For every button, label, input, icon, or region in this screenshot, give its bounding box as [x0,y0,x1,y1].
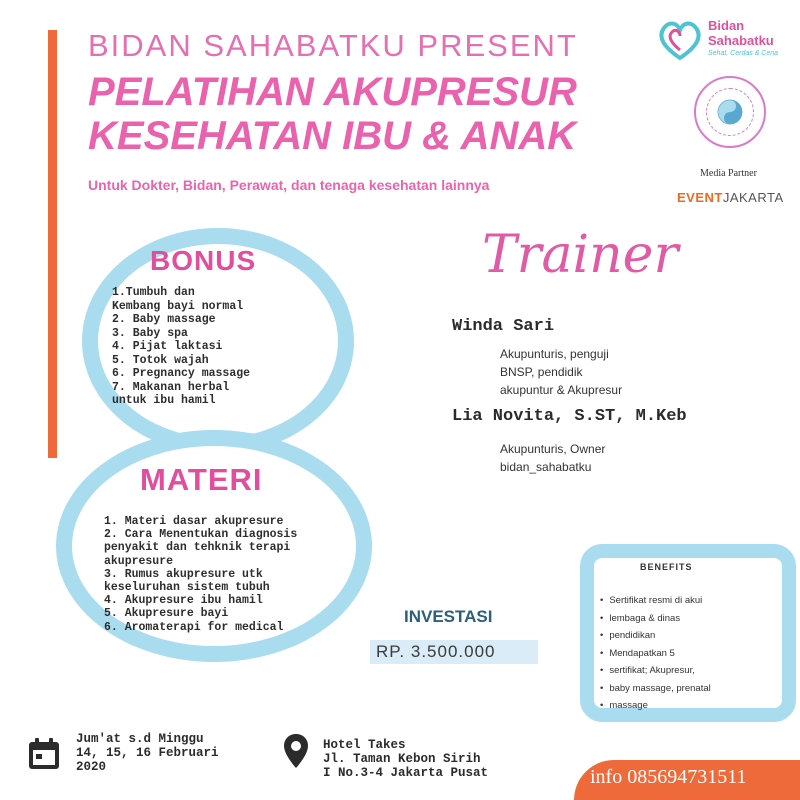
location-pin-icon [283,733,309,769]
bonus-heading: BONUS [150,245,257,276]
trainer-desc-2: Akupunturis, Owner bidan_sahabatku [500,442,606,474]
calendar-icon [26,736,62,772]
list-item: Kembang bayi normal [112,299,244,313]
list-item: 4. Pijat laktasi [112,340,223,353]
list-item: 1.Tumbuh dan [112,286,195,299]
page-subtitle: Untuk Dokter, Bidan, Perawat, dan tenaga kesehatan lainnya [88,177,490,193]
investasi-label: INVESTASI [404,607,493,626]
materi-list [104,515,297,634]
event-jakarta-logo: EVENTJAKARTA [677,190,784,205]
trainer-desc-1: Akupunturis, penguji BNSP, pendidik akupuntur & Akupresur [500,347,623,397]
list-item: akupresure [104,554,174,568]
trainer-name-1: Winda Sari [452,317,555,336]
price-value: RP. 3.500.000 [376,642,496,661]
list-item: 3. Baby spa [112,326,188,340]
trainer-name-2: Lia Novita, S.ST, M.Keb [452,407,687,426]
list-item: 6. Aromaterapi for medical [104,620,284,634]
list-item: untuk ibu hamil [112,394,216,407]
list-item: • pendidikan [600,627,711,645]
list-item: 4. Akupresure ibu hamil [104,594,263,608]
list-item: • Mendapatkan 5 [600,645,711,663]
list-item: • sertifikat; Akupresur, [600,662,711,680]
list-item: 7. Makanan herbal [112,380,230,394]
presenter-text: BIDAN SAHABATKU PRESENT [88,28,578,63]
materi-heading: MATERI [140,462,263,497]
list-item: keseluruhan sistem tubuh [104,581,270,595]
list-item: • baby massage, prenatal [600,680,711,698]
list-item: 5. Akupresure bayi [104,607,229,621]
list-item: 6. Pregnancy massage [112,367,251,380]
contact-info: info 085694731511 [590,766,747,788]
benefits-heading: BENEFITS [640,562,693,572]
brand-name: Bidan Sahabatku [708,18,774,48]
yin-yang-icon [716,98,744,126]
list-item: 5. Totok wajah [112,353,209,367]
page-title [88,70,577,158]
list-item: • massage [600,697,711,715]
event-location: Hotel Takes Jl. Taman Kebon Sirih I No.3-4 Jakarta Pusat [323,738,489,780]
brand-tagline: Sehat, Cerdas & Ceria [708,50,779,57]
title-line-1: PELATIHAN AKUPRESUR [88,70,577,114]
media-partner-label: Media Partner [700,168,757,179]
list-item: penyakit dan tehknik terapi [104,541,291,555]
association-seal-icon [694,76,766,148]
list-item: • lembaga & dinas [600,610,711,628]
event-date: Jum'at s.d Minggu 14, 15, 16 Februari 2020 [76,732,219,774]
trainer-heading: Trainer [482,225,679,285]
list-item: 2. Baby massage [112,313,216,326]
title-line-2: KESEHATAN IBU & ANAK [88,114,577,158]
list-item: • Sertifikat resmi di akui [600,592,711,610]
accent-bar [48,30,57,458]
list-item: 3. Rumus akupresure utk [104,567,263,581]
list-item: 2. Cara Menentukan diagnosis [104,528,298,542]
bonus-list [112,286,250,408]
benefits-list [600,592,711,715]
list-item: 1. Materi dasar akupresure [104,515,284,528]
